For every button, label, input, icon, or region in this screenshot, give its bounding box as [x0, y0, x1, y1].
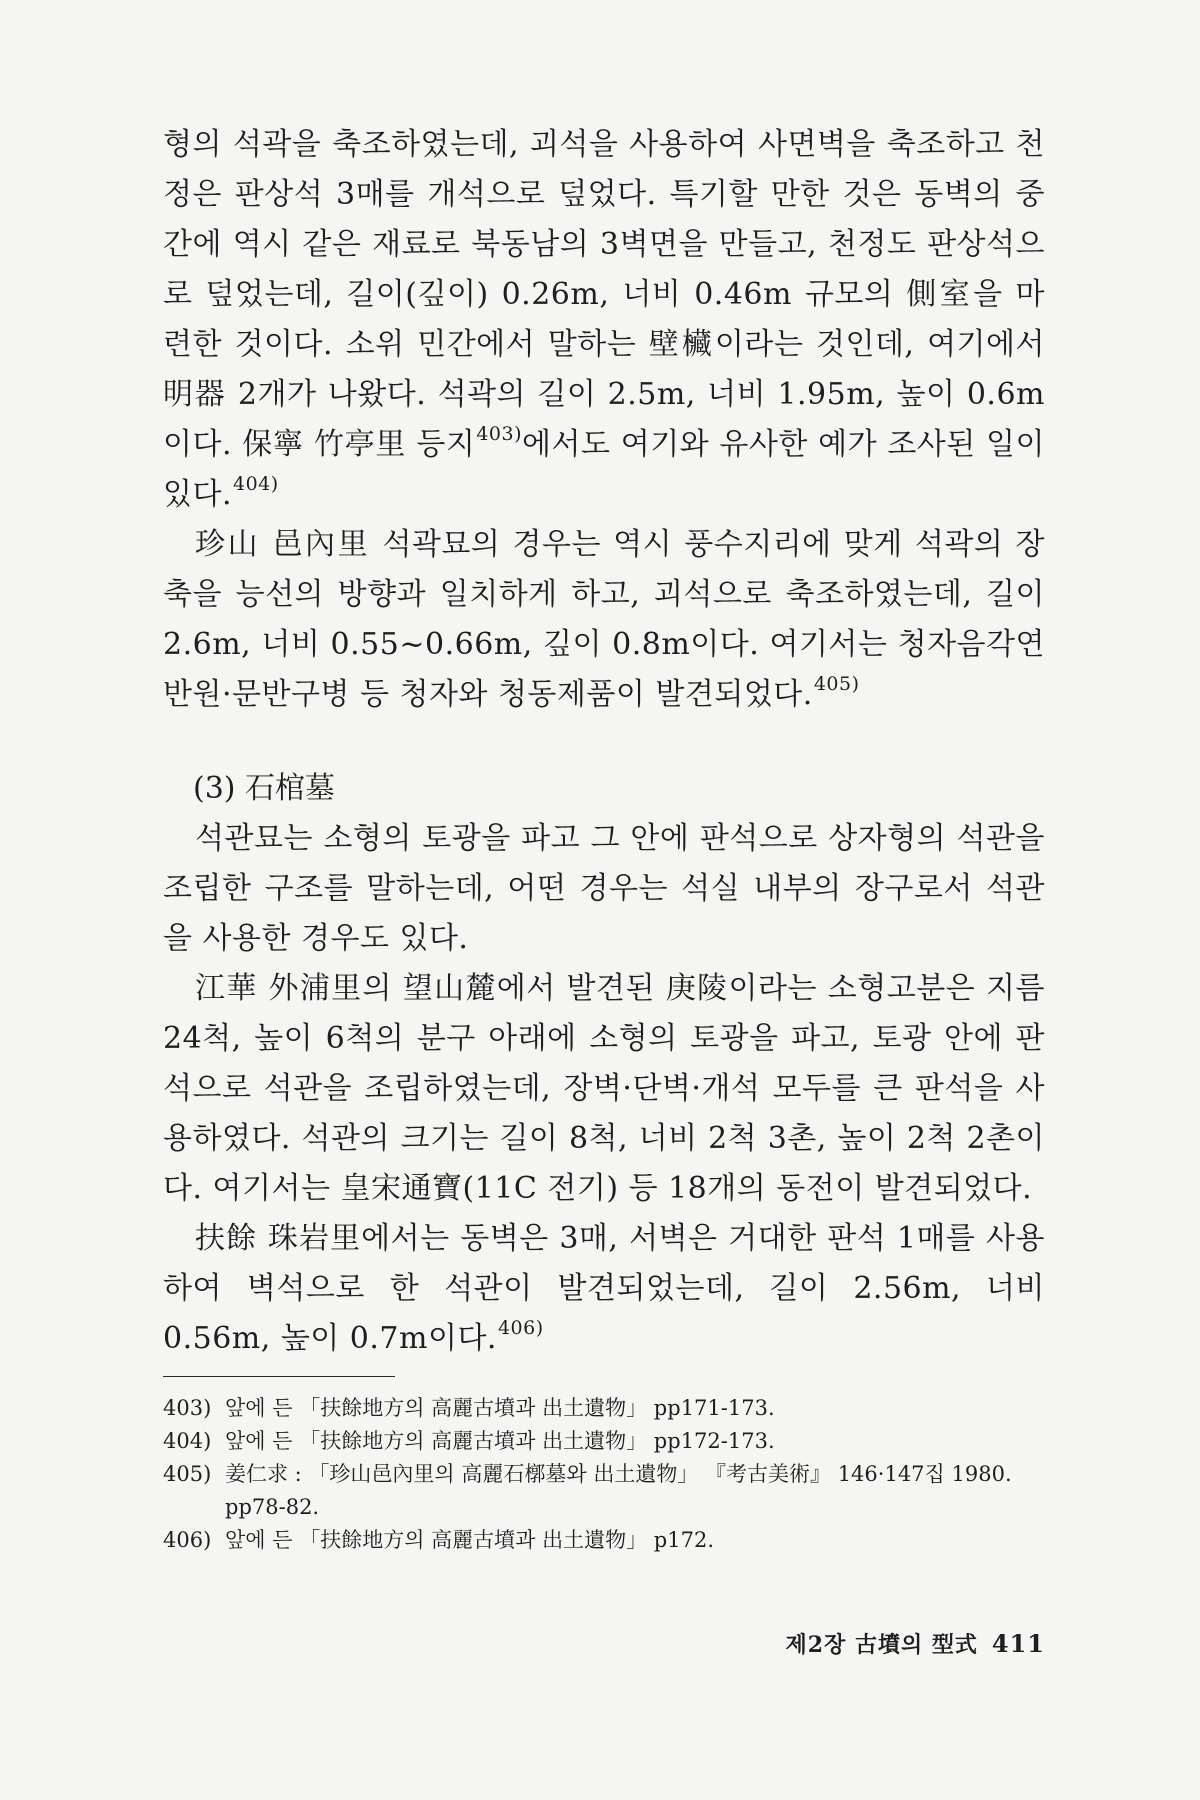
footnote-text: 앞에 든 「扶餘地方의 高麗古墳과 出土遺物」 pp172-173. — [225, 1429, 775, 1453]
paragraph-4-text: 江華 外浦里의 望山麓에서 발견된 庚陵이라는 소형고분은 지름 24척, 높이 6척의 분구 아래에 소형의 토광을 파고, 토광 안에 판석으로 석관을 조립하였는데, 장벽·단벽·개석 모두를 큰 판석을 사용하였다. 석관의 크기는 길이 8척, 너비 2척 3촌, 높이 2척 2촌이다. 여기서는 皇宋通寶(11C 전기) 등 18개의 동전이 발견되었다. — [163, 971, 1045, 1206]
footnote-ref-404: 404) — [233, 472, 279, 495]
paragraph-2-text: 珍山 邑內里 석곽묘의 경우는 역시 풍수지리에 맞게 석곽의 장축을 능선의 방향과 일치하게 하고, 괴석으로 축조하였는데, 길이 2.6m, 너비 0.55~0.66m, 깊이 0.8m이다. 여기서는 청자음각연반원·문반구병 등 청자와 청동제품이 발견되었다. — [163, 527, 1045, 712]
paragraph-5-text: 扶餘 珠岩里에서는 동벽은 3매, 서벽은 거대한 판석 1매를 사용하여 벽석으로 한 석관이 발견되었는데, 길이 2.56m, 너비 0.56m, 높이 0.7m이다. — [163, 1221, 1045, 1356]
footnote-405 — [163, 1458, 1045, 1524]
main-text — [163, 120, 1045, 1364]
footnote-number: 403) — [163, 1396, 212, 1420]
paragraph-4 — [163, 964, 1045, 1214]
footnote-text: 姜仁求 : 「珍山邑內里의 高麗石槨墓와 出土遺物」 『考古美術』 146·147집 1980. pp78-82. — [225, 1462, 1012, 1519]
paragraph-3 — [163, 814, 1045, 964]
footnote-text: 앞에 든 「扶餘地方의 高麗古墳과 出土遺物」 p172. — [225, 1528, 715, 1552]
footnote-404 — [163, 1425, 1045, 1458]
footnote-403 — [163, 1392, 1045, 1425]
footnote-ref-406: 406) — [497, 1316, 544, 1339]
section-spacer — [163, 720, 1045, 764]
paragraph-1 — [163, 120, 1045, 520]
footnote-number: 406) — [163, 1528, 212, 1552]
footnote-number: 404) — [163, 1429, 212, 1453]
page-number: 411 — [991, 1629, 1045, 1658]
footnotes — [163, 1392, 1045, 1557]
footnote-ref-405: 405) — [813, 672, 860, 695]
footnote-number: 405) — [163, 1462, 212, 1486]
paragraph-2 — [163, 520, 1045, 720]
running-footer — [786, 1628, 1046, 1659]
footnote-text: 앞에 든 「扶餘地方의 高麗古墳과 出土遺物」 pp171-173. — [225, 1396, 775, 1420]
paragraph-3-text: 석관묘는 소형의 토광을 파고 그 안에 판석으로 상자형의 석관을 조립한 구조를 말하는데, 어떤 경우는 석실 내부의 장구로서 석관을 사용한 경우도 있다. — [163, 821, 1045, 956]
footnote-divider — [163, 1376, 395, 1377]
paragraph-1-text: 형의 석곽을 축조하였는데, 괴석을 사용하여 사면벽을 축조하고 천정은 판상석 3매를 개석으로 덮었다. 특기할 만한 것은 동벽의 중간에 역시 같은 재료로 북동남의 3벽면을 만들고, 천정도 판상석으로 덮었는데, 길이(깊이) 0.26m, 너비 0.46m 규모의 側室을 마련한 것이다. 소위 민간에서 말하는 壁欌이라는 것인데, 여기에서 明器 2개가 나왔다. 석곽의 길이 2.5m, 너비 1.95m, 높이 0.6m이다. 保寧 竹亭里 등지 — [163, 127, 1045, 462]
footnote-406 — [163, 1524, 1045, 1557]
running-title: 제2장 古墳의 型式 — [785, 1632, 978, 1658]
footnote-ref-403: 403) — [476, 422, 523, 445]
section-heading: (3) 石棺墓 — [193, 771, 336, 806]
paragraph-1-text-cont: 에서도 여기와 유사한 예가 조사된 일이 있다. — [163, 427, 1045, 512]
paragraph-5 — [163, 1214, 1045, 1364]
